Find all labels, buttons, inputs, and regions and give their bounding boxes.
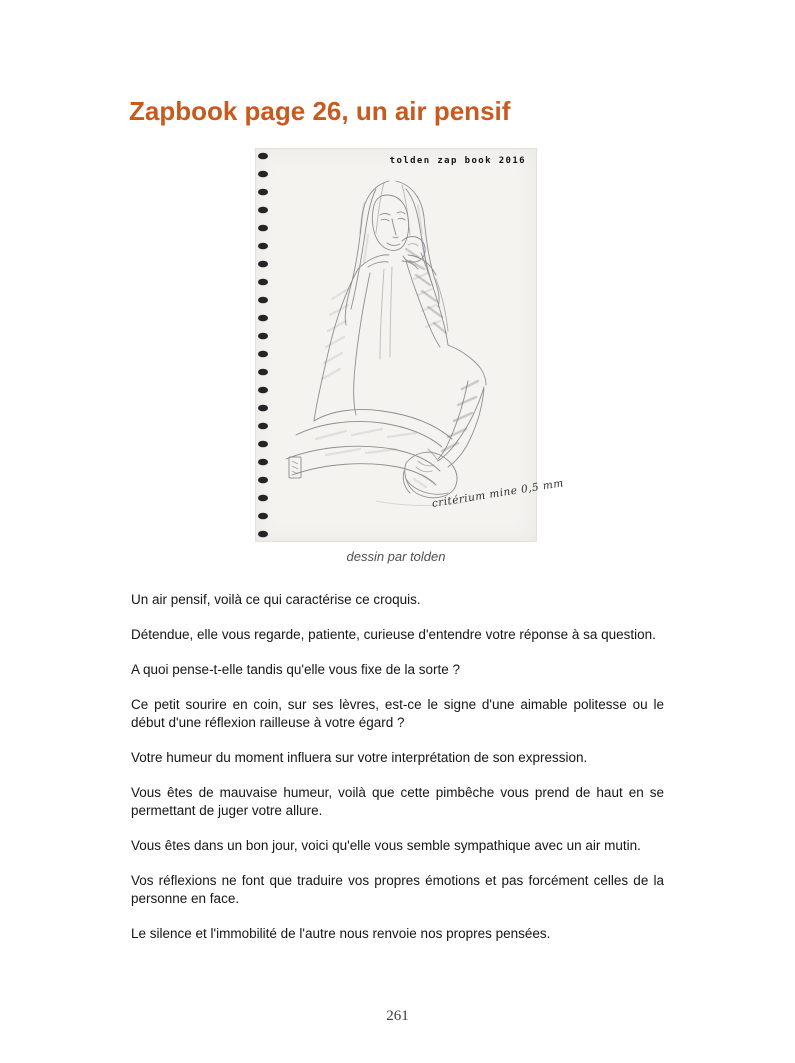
sketch-image xyxy=(255,148,565,542)
figure-caption: dessin par tolden xyxy=(346,549,446,564)
paragraph: Votre humeur du moment influera sur votre interprétation de son expression. xyxy=(131,750,588,765)
paragraph: Vous êtes dans un bon jour, voici qu'elle vous semble sympathique avec un air mutin. xyxy=(131,838,641,853)
paragraph: Le silence et l'immobilité de l'autre nous renvoie nos propres pensées. xyxy=(131,926,551,941)
paragraph: A quoi pense-t-elle tandis qu'elle vous fixe de la sorte ? xyxy=(131,662,461,677)
page-title: Zapbook page 26, un air pensif xyxy=(129,96,511,126)
body-text xyxy=(131,591,664,960)
page-number: 261 xyxy=(386,1008,409,1024)
sketchbook-brand-label: tolden zap book 2016 xyxy=(389,156,526,166)
paragraph: Vos réflexions ne font que traduire vos propres émotions et pas forcément celles de la personne en face. xyxy=(131,873,664,906)
handwritten-pencil-note: critérium mine 0,5 mm xyxy=(431,477,565,510)
artist-signature-tag xyxy=(289,457,301,478)
spiral-binding-icon xyxy=(258,153,268,538)
pencil-sketch-drawing xyxy=(256,149,536,541)
paragraph: Détendue, elle vous regarde, patiente, curieuse d'entendre votre réponse à sa question. xyxy=(131,627,656,642)
paragraph: Vous êtes de mauvaise humeur, voilà que cette pimbêche vous prend de haut en se permettant de juger votre allure. xyxy=(131,785,664,818)
paragraph: Un air pensif, voilà ce qui caractérise ce croquis. xyxy=(131,592,421,607)
paragraph: Ce petit sourire en coin, sur ses lèvres, est-ce le signe d'une aimable politesse ou le début d'une réflexion railleuse à votre égard ? xyxy=(131,697,664,730)
